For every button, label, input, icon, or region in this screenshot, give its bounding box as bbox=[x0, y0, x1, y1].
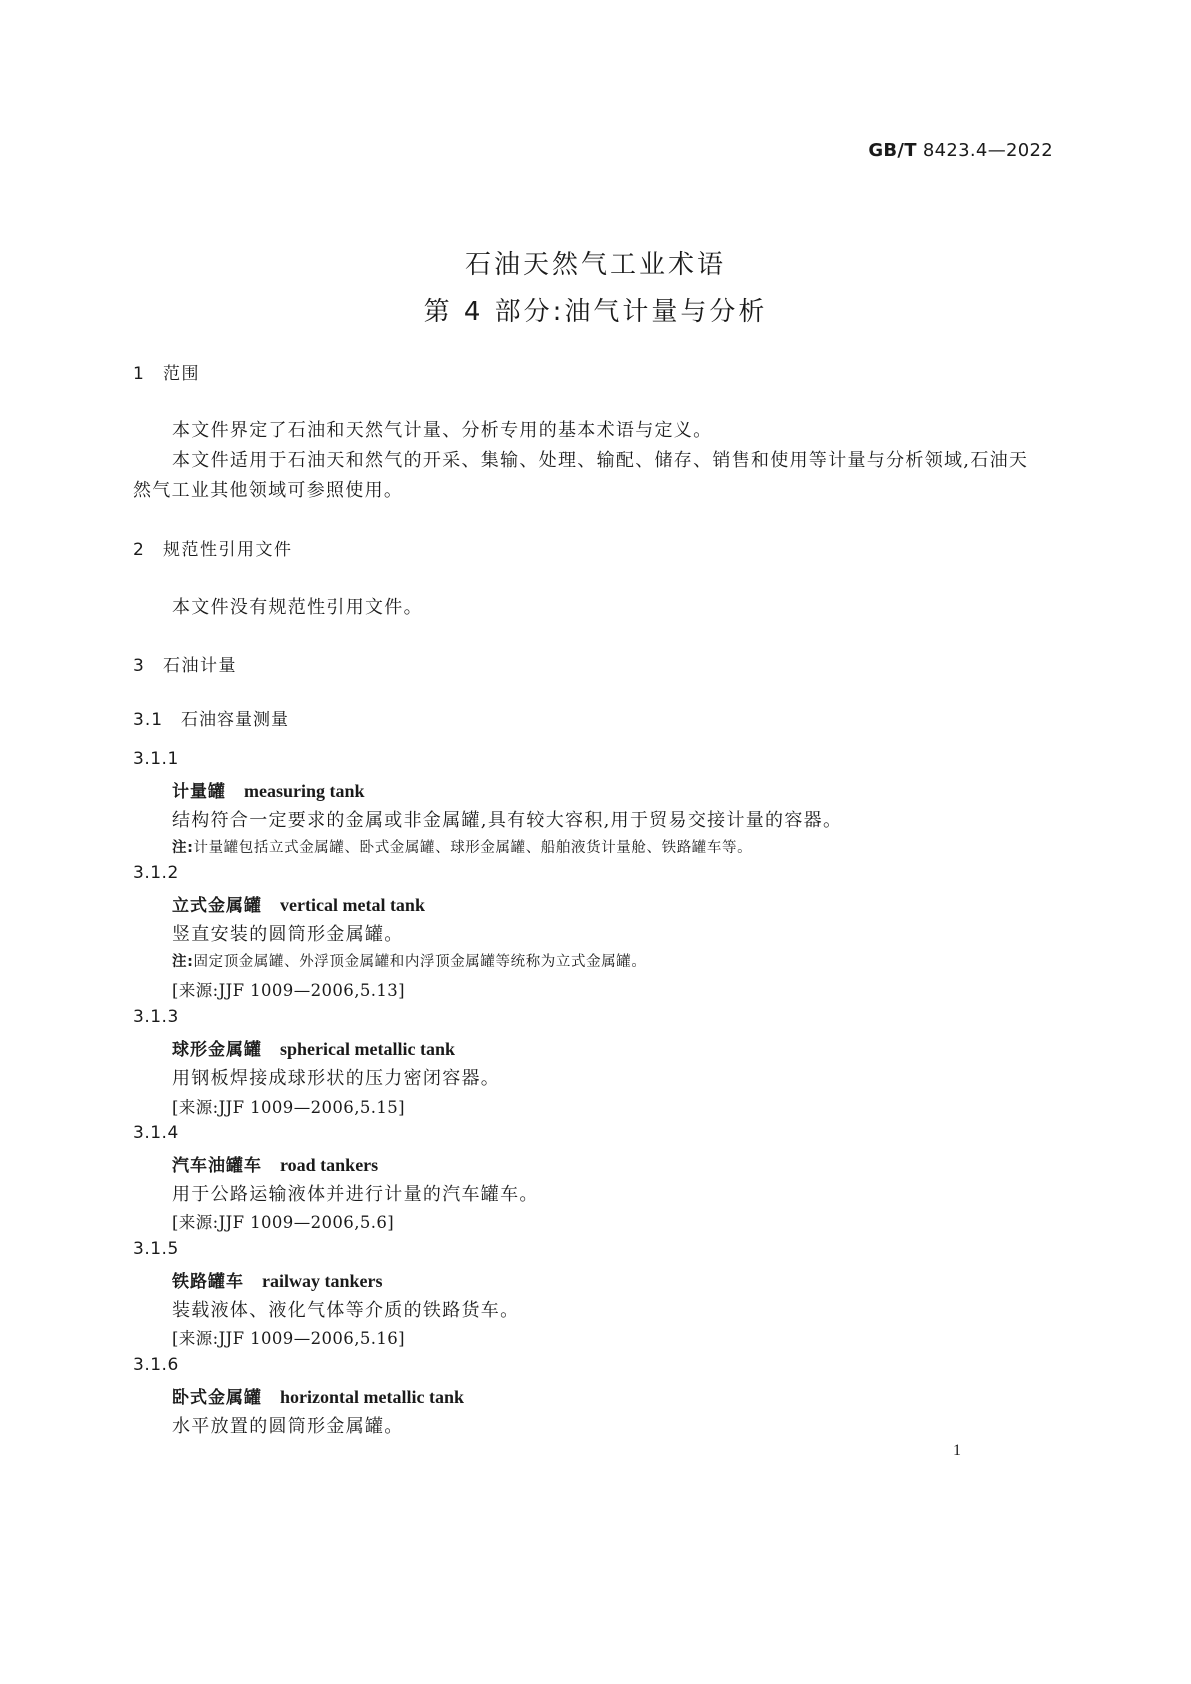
term-chinese: 汽车油罐车 bbox=[172, 1156, 262, 1176]
standard-number: 8423.4—2022 bbox=[922, 140, 1053, 161]
term-definition: 装载液体、液化气体等介质的铁路货车。 bbox=[172, 1300, 520, 1321]
note-label: 注: bbox=[172, 840, 194, 856]
term-english: measuring tank bbox=[244, 781, 365, 801]
term-english: spherical metallic tank bbox=[280, 1039, 455, 1059]
term-chinese: 卧式金属罐 bbox=[172, 1388, 262, 1408]
page-number: 1 bbox=[953, 1442, 961, 1459]
term-source: [来源:JJF 1009—2006,5.15] bbox=[172, 1098, 406, 1117]
entry-number: 3.1.6 bbox=[133, 1355, 179, 1375]
term-source: [来源:JJF 1009—2006,5.13] bbox=[172, 981, 406, 1000]
entry-number: 3.1.3 bbox=[133, 1007, 179, 1027]
section-title: 范围 bbox=[163, 364, 200, 384]
entry-number: 3.1.2 bbox=[133, 863, 179, 883]
section-title: 石油计量 bbox=[163, 656, 237, 676]
section-1-heading bbox=[133, 359, 200, 384]
standard-prefix: GB/T bbox=[868, 140, 917, 161]
term-definition: 用于公路运输液体并进行计量的汽车罐车。 bbox=[172, 1184, 539, 1205]
entry-number: 3.1.1 bbox=[133, 749, 179, 769]
term-heading bbox=[172, 777, 365, 802]
section-number: 3 bbox=[133, 656, 146, 676]
subsection-title: 石油容量测量 bbox=[181, 710, 289, 730]
standard-code bbox=[868, 140, 1053, 161]
entry-number: 3.1.4 bbox=[133, 1123, 179, 1143]
term-source: [来源:JJF 1009—2006,5.16] bbox=[172, 1329, 406, 1348]
section-3-heading bbox=[133, 651, 237, 676]
section-2-heading bbox=[133, 535, 293, 560]
term-definition: 结构符合一定要求的金属或非金属罐,具有较大容积,用于贸易交接计量的容器。 bbox=[172, 810, 843, 831]
section-title: 规范性引用文件 bbox=[163, 540, 293, 560]
entry-number: 3.1.5 bbox=[133, 1239, 179, 1259]
subsection-3-1-heading bbox=[133, 705, 289, 730]
term-source: [来源:JJF 1009—2006,5.6] bbox=[172, 1213, 395, 1232]
term-note bbox=[172, 950, 647, 971]
section-number: 2 bbox=[133, 540, 146, 560]
paragraph: 本文件适用于石油天和然气的开采、集输、处理、输配、储存、销售和使用等计量与分析领域,石油天 bbox=[172, 450, 1029, 471]
paragraph: 本文件界定了石油和天然气计量、分析专用的基本术语与定义。 bbox=[172, 420, 713, 441]
term-chinese: 立式金属罐 bbox=[172, 896, 262, 916]
term-english: horizontal metallic tank bbox=[280, 1387, 464, 1407]
term-heading bbox=[172, 1151, 378, 1176]
note-text: 固定顶金属罐、外浮顶金属罐和内浮顶金属罐等统称为立式金属罐。 bbox=[193, 954, 647, 970]
term-definition: 用钢板焊接成球形状的压力密闭容器。 bbox=[172, 1068, 501, 1089]
paragraph: 本文件没有规范性引用文件。 bbox=[172, 597, 423, 618]
term-definition: 竖直安装的圆筒形金属罐。 bbox=[172, 924, 404, 945]
term-heading bbox=[172, 1383, 464, 1408]
paragraph-continued: 然气工业其他领域可参照使用。 bbox=[133, 480, 404, 501]
document-title bbox=[0, 242, 1191, 336]
term-english: road tankers bbox=[280, 1155, 379, 1175]
term-heading bbox=[172, 1267, 383, 1292]
note-label: 注: bbox=[172, 954, 194, 970]
term-definition: 水平放置的圆筒形金属罐。 bbox=[172, 1416, 404, 1437]
section-number: 1 bbox=[133, 364, 146, 384]
term-chinese: 计量罐 bbox=[172, 782, 226, 802]
term-chinese: 铁路罐车 bbox=[172, 1272, 244, 1292]
note-text: 计量罐包括立式金属罐、卧式金属罐、球形金属罐、船舶液货计量舱、铁路罐车等。 bbox=[193, 840, 753, 856]
term-english: vertical metal tank bbox=[280, 895, 425, 915]
term-heading bbox=[172, 1035, 455, 1060]
title-line-2: 第 4 部分:油气计量与分析 bbox=[423, 297, 768, 327]
term-note bbox=[172, 836, 752, 857]
term-chinese: 球形金属罐 bbox=[172, 1040, 262, 1060]
subsection-number: 3.1 bbox=[133, 710, 164, 730]
term-heading bbox=[172, 891, 425, 916]
title-line-1: 石油天然气工业术语 bbox=[464, 250, 726, 280]
term-english: railway tankers bbox=[262, 1271, 383, 1291]
